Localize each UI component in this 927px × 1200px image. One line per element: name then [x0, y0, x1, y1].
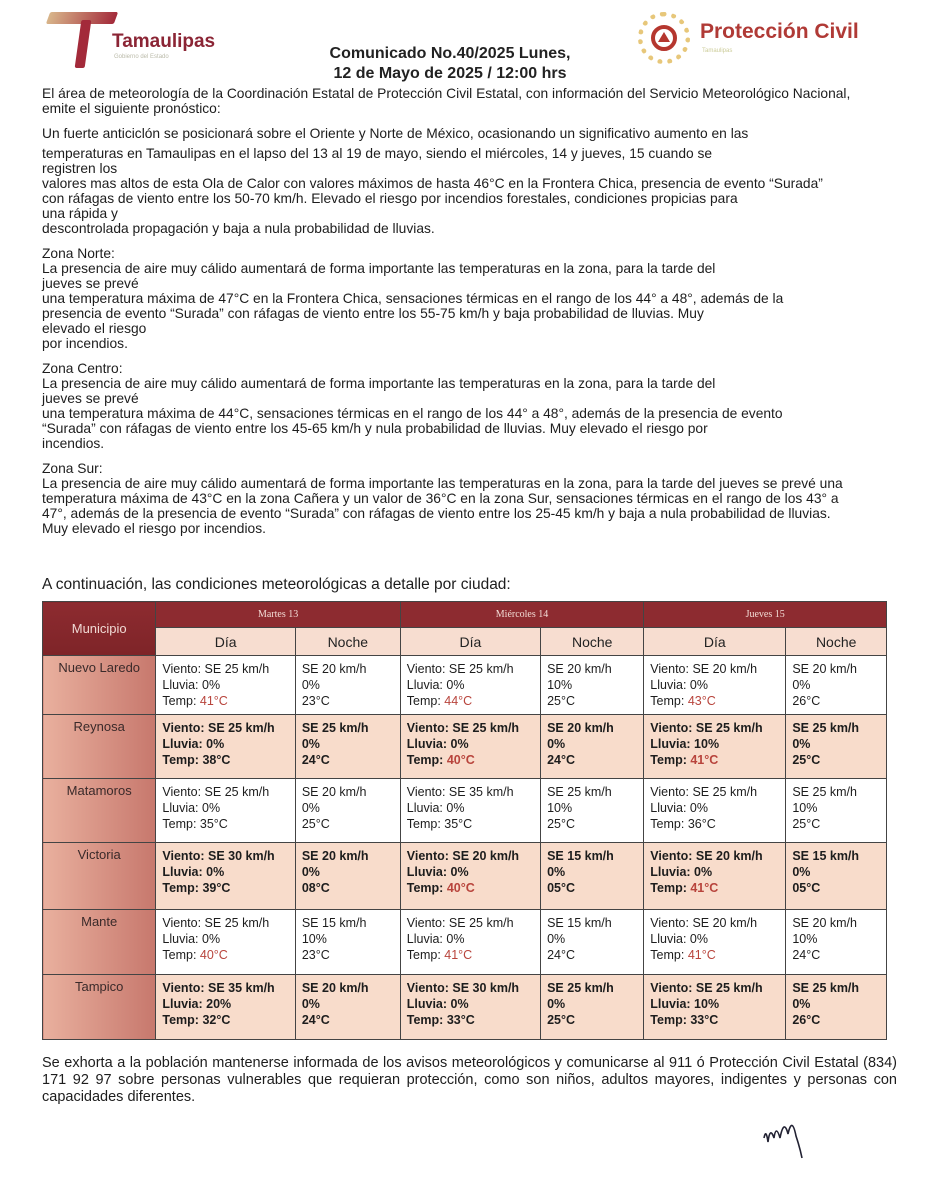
rain: 10%: [792, 932, 818, 946]
forecast-cell: [786, 843, 887, 910]
rain: 0%: [547, 932, 566, 946]
wind: SE 25 km/h: [547, 785, 612, 799]
wind: SE 25 km/h: [547, 981, 614, 995]
temp-value: 23°C: [301, 948, 330, 962]
temp-value: 40°C: [446, 881, 475, 895]
day-header: Martes 13: [156, 602, 400, 628]
temp-value: 40°C: [446, 753, 475, 767]
rain: Lluvia: 0%: [406, 737, 469, 751]
text-line: Zona Norte:: [42, 246, 115, 261]
temp-value: 38°C: [202, 753, 231, 767]
temp-value: 25°C: [792, 817, 821, 831]
wind: Viento: SE 25 km/h: [650, 785, 758, 799]
temp-label: Temp:: [406, 694, 445, 708]
day-header: Miércoles 14: [400, 602, 644, 628]
wind: Viento: SE 25 km/h: [406, 662, 514, 676]
wind: SE 25 km/h: [792, 721, 860, 735]
temperature: [407, 1012, 534, 1028]
tamaulipas-logo: [48, 10, 248, 70]
text-line: Un fuerte anticiclón se posicionará sobre el Oriente y Norte de México, ocasionando un significativo aumento en las: [42, 126, 749, 141]
temp-value: 23°C: [301, 694, 330, 708]
forecast-cell: [156, 975, 295, 1040]
forecast-cell: [400, 656, 540, 715]
temperature: [302, 1012, 394, 1028]
rain: Lluvia: 0%: [162, 865, 225, 879]
wind: Viento: SE 35 km/h: [162, 981, 275, 995]
forecast-cell: [644, 715, 786, 779]
temp-label: Temp:: [650, 694, 688, 708]
temp-value: 25°C: [301, 817, 330, 831]
wind: Viento: SE 30 km/h: [406, 981, 520, 995]
temp-label: Temp:: [406, 1013, 447, 1027]
rain: 0%: [792, 678, 811, 692]
wind: SE 15 km/h: [792, 849, 860, 863]
day-header: Jueves 15: [644, 602, 887, 628]
temp-value: 41°C: [199, 694, 228, 708]
rain: 0%: [301, 865, 320, 879]
temp-value: 26°C: [792, 1013, 821, 1027]
paragraph: [42, 246, 902, 351]
day-column-header: Día: [156, 628, 295, 656]
wind: Viento: SE 20 km/h: [650, 916, 758, 930]
municipio-cell: Tampico: [43, 975, 156, 1040]
wind: SE 20 km/h: [301, 785, 367, 799]
rain: Lluvia: 0%: [162, 932, 221, 946]
forecast-cell: [786, 779, 887, 843]
temperature: [407, 752, 534, 768]
text-line: incendios.: [42, 436, 105, 451]
temp-value: 33°C: [446, 1013, 475, 1027]
rain: Lluvia: 0%: [406, 997, 469, 1011]
temp-value: 24°C: [301, 1013, 330, 1027]
forecast-cell: [541, 779, 644, 843]
temp-label: Temp:: [650, 1013, 691, 1027]
temperature: [547, 693, 637, 709]
night-column-header: Noche: [295, 628, 400, 656]
temp-value: 32°C: [202, 1013, 231, 1027]
temp-label: Temp:: [162, 881, 203, 895]
title-line-2: 12 de Mayo de 2025 / 12:00 hrs: [333, 65, 567, 82]
rain: 0%: [301, 997, 320, 1011]
text-line: jueves se prevé: [42, 276, 139, 291]
forecast-cell: [541, 975, 644, 1040]
forecast-cell: [156, 779, 295, 843]
text-line: temperatura máxima de 43°C en la zona Cañera y un valor de 36°C en la zona Sur, sensaciones térmicas en el rango de los 43° a: [42, 491, 839, 506]
wind: SE 20 km/h: [301, 849, 369, 863]
forecast-cell: [644, 843, 786, 910]
table-intro: A continuación, las condiciones meteorológicas a detalle por ciudad:: [42, 576, 511, 593]
wind: SE 25 km/h: [792, 785, 857, 799]
forecast-cell: [541, 843, 644, 910]
rain: 0%: [792, 865, 811, 879]
temperature: [792, 752, 880, 768]
temperature: [547, 947, 637, 963]
text-line: La presencia de aire muy cálido aumentará de forma importante las temperaturas en la zona, para la tarde del: [42, 261, 716, 276]
text-line: 47°, además de la presencia de evento “Surada” con ráfagas de viento entre los 25-45 km/h y baja a nula probabilidad de lluvias.: [42, 506, 831, 521]
temp-value: 43°C: [687, 694, 716, 708]
rain: Lluvia: 0%: [650, 865, 713, 879]
rain: 0%: [547, 737, 566, 751]
rain: Lluvia: 0%: [406, 865, 469, 879]
forecast-cell: [644, 975, 786, 1040]
rain: 0%: [547, 865, 566, 879]
forecast-cell: [400, 975, 540, 1040]
rain: 10%: [301, 932, 327, 946]
temperature: [650, 1012, 779, 1028]
wind: SE 20 km/h: [792, 662, 857, 676]
forecast-cell: [156, 910, 295, 975]
wind: Viento: SE 25 km/h: [162, 662, 270, 676]
document-body: [42, 86, 902, 546]
temperature: [302, 752, 394, 768]
wind: Viento: SE 25 km/h: [162, 916, 270, 930]
temp-value: 35°C: [444, 817, 473, 831]
paragraph: [42, 86, 902, 116]
wind: SE 20 km/h: [547, 662, 612, 676]
temperature: [547, 752, 637, 768]
day-column-header: Día: [644, 628, 786, 656]
forecast-cell: [156, 715, 295, 779]
rain: 10%: [792, 801, 818, 815]
document-title: [260, 44, 640, 84]
temp-value: 33°C: [690, 1013, 719, 1027]
temperature: [792, 816, 880, 832]
wind: SE 20 km/h: [301, 662, 367, 676]
text-line: Zona Sur:: [42, 461, 103, 476]
municipio-cell: Reynosa: [43, 715, 156, 779]
temperature: [407, 880, 534, 896]
table-row: [43, 779, 887, 843]
logo-subtitle: Gobierno del Estado: [114, 54, 169, 60]
wind: SE 15 km/h: [301, 916, 367, 930]
forecast-cell: [644, 779, 786, 843]
paragraph: [42, 461, 902, 536]
text-line: registren los: [42, 161, 118, 176]
temp-label: Temp:: [162, 948, 200, 962]
temp-value: 41°C: [690, 753, 719, 767]
logo-t-stem: [75, 20, 92, 68]
rain: 10%: [547, 801, 573, 815]
temp-label: Temp:: [650, 948, 688, 962]
temp-label: Temp:: [406, 948, 445, 962]
wind: Viento: SE 20 km/h: [650, 849, 763, 863]
rain: Lluvia: 10%: [650, 737, 720, 751]
forecast-cell: [295, 779, 400, 843]
text-line: con ráfagas de viento entre los 50-70 km/h. Elevado el riesgo por incendios forestales, condiciones propicias para: [42, 191, 738, 206]
temperature: [302, 693, 394, 709]
temperature: [650, 947, 779, 963]
rain: Lluvia: 0%: [162, 737, 225, 751]
forecast-cell: [295, 715, 400, 779]
temperature: [162, 752, 288, 768]
paragraph: [42, 126, 902, 236]
temperature: [650, 752, 779, 768]
temperature: [162, 880, 288, 896]
temp-label: Temp:: [162, 1013, 203, 1027]
forecast-cell: [295, 656, 400, 715]
rain: Lluvia: 10%: [650, 997, 720, 1011]
municipio-cell: Victoria: [43, 843, 156, 910]
table-row: [43, 910, 887, 975]
temp-label: Temp:: [162, 753, 203, 767]
rain: 0%: [301, 801, 320, 815]
temperature: [302, 816, 394, 832]
text-line: Muy elevado el riesgo por incendios.: [42, 521, 266, 536]
temperature: [302, 880, 394, 896]
temperature: [162, 693, 288, 709]
forecast-cell: [786, 910, 887, 975]
rain: 0%: [301, 678, 320, 692]
rain: Lluvia: 0%: [650, 932, 708, 946]
wind: SE 15 km/h: [547, 849, 614, 863]
forecast-cell: [156, 843, 295, 910]
temp-value: 25°C: [792, 753, 821, 767]
municipio-header: Municipio: [43, 602, 156, 656]
logo-subtitle: Tamaulipas: [702, 48, 733, 54]
night-column-header: Noche: [541, 628, 644, 656]
text-line: por incendios.: [42, 336, 128, 351]
temp-value: 08°C: [301, 881, 330, 895]
temp-value: 24°C: [547, 948, 576, 962]
rain: 0%: [792, 737, 811, 751]
temp-value: 41°C: [690, 881, 719, 895]
text-line: La presencia de aire muy cálido aumentará de forma importante las temperaturas en la zona, para la tarde del: [42, 376, 716, 391]
temperature: [650, 816, 779, 832]
wind: SE 20 km/h: [301, 981, 369, 995]
forecast-cell: [786, 715, 887, 779]
temperature: [650, 880, 779, 896]
forecast-cell: [156, 656, 295, 715]
temp-value: 26°C: [792, 694, 821, 708]
rain: Lluvia: 0%: [406, 932, 465, 946]
rain: 0%: [301, 737, 320, 751]
forecast-cell: [400, 843, 540, 910]
temperature: [407, 816, 534, 832]
rain: 10%: [547, 678, 573, 692]
text-line: descontrolada propagación y baja a nula probabilidad de lluvias.: [42, 221, 435, 236]
text-line: una temperatura máxima de 44°C, sensaciones térmicas en el rango de los 44° a 48°, además de la presencia de evento: [42, 406, 783, 421]
temp-label: Temp:: [162, 817, 200, 831]
rain: Lluvia: 0%: [650, 801, 708, 815]
wind: Viento: SE 20 km/h: [406, 849, 520, 863]
temp-value: 05°C: [792, 881, 821, 895]
signature: [758, 1108, 828, 1163]
rain: Lluvia: 0%: [162, 801, 221, 815]
forecast-cell: [400, 715, 540, 779]
wind: Viento: SE 25 km/h: [162, 785, 270, 799]
temperature: [162, 816, 288, 832]
table-row: [43, 715, 887, 779]
rain: Lluvia: 0%: [406, 801, 465, 815]
temp-value: 35°C: [199, 817, 228, 831]
text-line: “Surada” con ráfagas de viento entre los 45-65 km/h y nula probabilidad de lluvias. Muy elevado el riesgo por: [42, 421, 708, 436]
wind: Viento: SE 25 km/h: [650, 721, 763, 735]
proteccion-civil-logo: [638, 12, 898, 74]
municipio-cell: Mante: [43, 910, 156, 975]
rain: Lluvia: 20%: [162, 997, 232, 1011]
text-line: emite el siguiente pronóstico:: [42, 101, 221, 116]
text-line: una temperatura máxima de 47°C en la Frontera Chica, sensaciones térmicas en el rango de los 44° a 48°, además de la: [42, 291, 784, 306]
temp-label: Temp:: [406, 753, 447, 767]
weather-table: [42, 601, 887, 1040]
text-line: valores mas altos de esta Ola de Calor con valores máximos de hasta 46°C en la Frontera Chica, presencia de evento “Surada”: [42, 176, 823, 191]
text-line: jueves se prevé: [42, 391, 139, 406]
rain: 0%: [547, 997, 566, 1011]
text-line: elevado el riesgo: [42, 321, 147, 336]
temp-value: 25°C: [547, 817, 576, 831]
day-column-header: Día: [400, 628, 540, 656]
forecast-cell: [295, 910, 400, 975]
logo-name: Protección Civil: [700, 20, 859, 43]
wind: SE 20 km/h: [547, 721, 614, 735]
forecast-cell: [400, 910, 540, 975]
wind: SE 20 km/h: [792, 916, 857, 930]
table-row: [43, 656, 887, 715]
wind: Viento: SE 25 km/h: [406, 721, 520, 735]
temp-value: 44°C: [444, 694, 473, 708]
temperature: [407, 947, 534, 963]
wind: Viento: SE 25 km/h: [162, 721, 275, 735]
temperature: [650, 693, 779, 709]
rain: Lluvia: 0%: [162, 678, 221, 692]
wind: Viento: SE 35 km/h: [406, 785, 514, 799]
rain: Lluvia: 0%: [650, 678, 708, 692]
temp-value: 40°C: [199, 948, 228, 962]
wind: Viento: SE 30 km/h: [162, 849, 275, 863]
text-line: presencia de evento “Surada” con ráfagas de viento entre los 55-75 km/h y baja probabilidad de lluvias. Muy: [42, 306, 704, 321]
temp-value: 24°C: [792, 948, 821, 962]
temp-label: Temp:: [406, 881, 447, 895]
municipio-cell: Matamoros: [43, 779, 156, 843]
table-row: [43, 975, 887, 1040]
temp-value: 25°C: [547, 1013, 576, 1027]
text-line: una rápida y: [42, 206, 118, 221]
temp-label: Temp:: [650, 817, 688, 831]
temperature: [792, 1012, 880, 1028]
forecast-cell: [786, 975, 887, 1040]
forecast-cell: [541, 656, 644, 715]
temp-label: Temp:: [650, 881, 691, 895]
temperature: [547, 880, 637, 896]
forecast-cell: [541, 715, 644, 779]
text-line: El área de meteorología de la Coordinación Estatal de Protección Civil Estatal, con información del Servicio Meteorológico Nacional,: [42, 86, 851, 101]
temp-value: 39°C: [202, 881, 231, 895]
wind: SE 25 km/h: [792, 981, 860, 995]
temperature: [547, 1012, 637, 1028]
forecast-cell: [541, 910, 644, 975]
temp-value: 36°C: [687, 817, 716, 831]
temperature: [792, 880, 880, 896]
temp-label: Temp:: [406, 817, 445, 831]
wind: Viento: SE 25 km/h: [406, 916, 514, 930]
forecast-cell: [786, 656, 887, 715]
temp-value: 41°C: [687, 948, 716, 962]
temp-value: 25°C: [547, 694, 576, 708]
temperature: [162, 1012, 288, 1028]
footer-notice: Se exhorta a la población mantenerse informada de los avisos meteorológicos y comunicarse al 911 ó Protección Civil Estatal (834) 171 92 97 sobre personas vulnerables que requieran protección, como son niños, adultos mayores, indigentes y personas con capacidades diferentes.: [42, 1055, 897, 1105]
temp-label: Temp:: [162, 694, 200, 708]
temperature: [302, 947, 394, 963]
temp-label: Temp:: [650, 753, 691, 767]
wind: Viento: SE 25 km/h: [650, 981, 763, 995]
paragraph: [42, 361, 902, 451]
rain: 0%: [792, 997, 811, 1011]
temperature: [547, 816, 637, 832]
text-line: Zona Centro:: [42, 361, 123, 376]
temp-value: 05°C: [547, 881, 576, 895]
table-row: [43, 843, 887, 910]
temp-value: 24°C: [301, 753, 330, 767]
forecast-cell: [400, 779, 540, 843]
logo-name: Tamaulipas: [112, 31, 216, 52]
seal-icon: [638, 12, 690, 64]
forecast-cell: [644, 656, 786, 715]
text-line: temperaturas en Tamaulipas en el lapso del 13 al 19 de mayo, siendo el miércoles, 14 y jueves, 15 cuando se: [42, 146, 713, 161]
title-line-1: Comunicado No.40/2025 Lunes,: [329, 45, 571, 62]
temp-value: 24°C: [547, 753, 576, 767]
forecast-cell: [644, 910, 786, 975]
wind: SE 15 km/h: [547, 916, 612, 930]
temperature: [162, 947, 288, 963]
municipio-cell: Nuevo Laredo: [43, 656, 156, 715]
wind: Viento: SE 20 km/h: [650, 662, 758, 676]
night-column-header: Noche: [786, 628, 887, 656]
temperature: [407, 693, 534, 709]
forecast-cell: [295, 843, 400, 910]
wind: SE 25 km/h: [301, 721, 369, 735]
forecast-cell: [295, 975, 400, 1040]
text-line: La presencia de aire muy cálido aumentará de forma importante las temperaturas en la zona, para la tarde del jueves se prevé una: [42, 476, 843, 491]
temperature: [792, 693, 880, 709]
rain: Lluvia: 0%: [406, 678, 465, 692]
temperature: [792, 947, 880, 963]
temp-value: 41°C: [444, 948, 473, 962]
